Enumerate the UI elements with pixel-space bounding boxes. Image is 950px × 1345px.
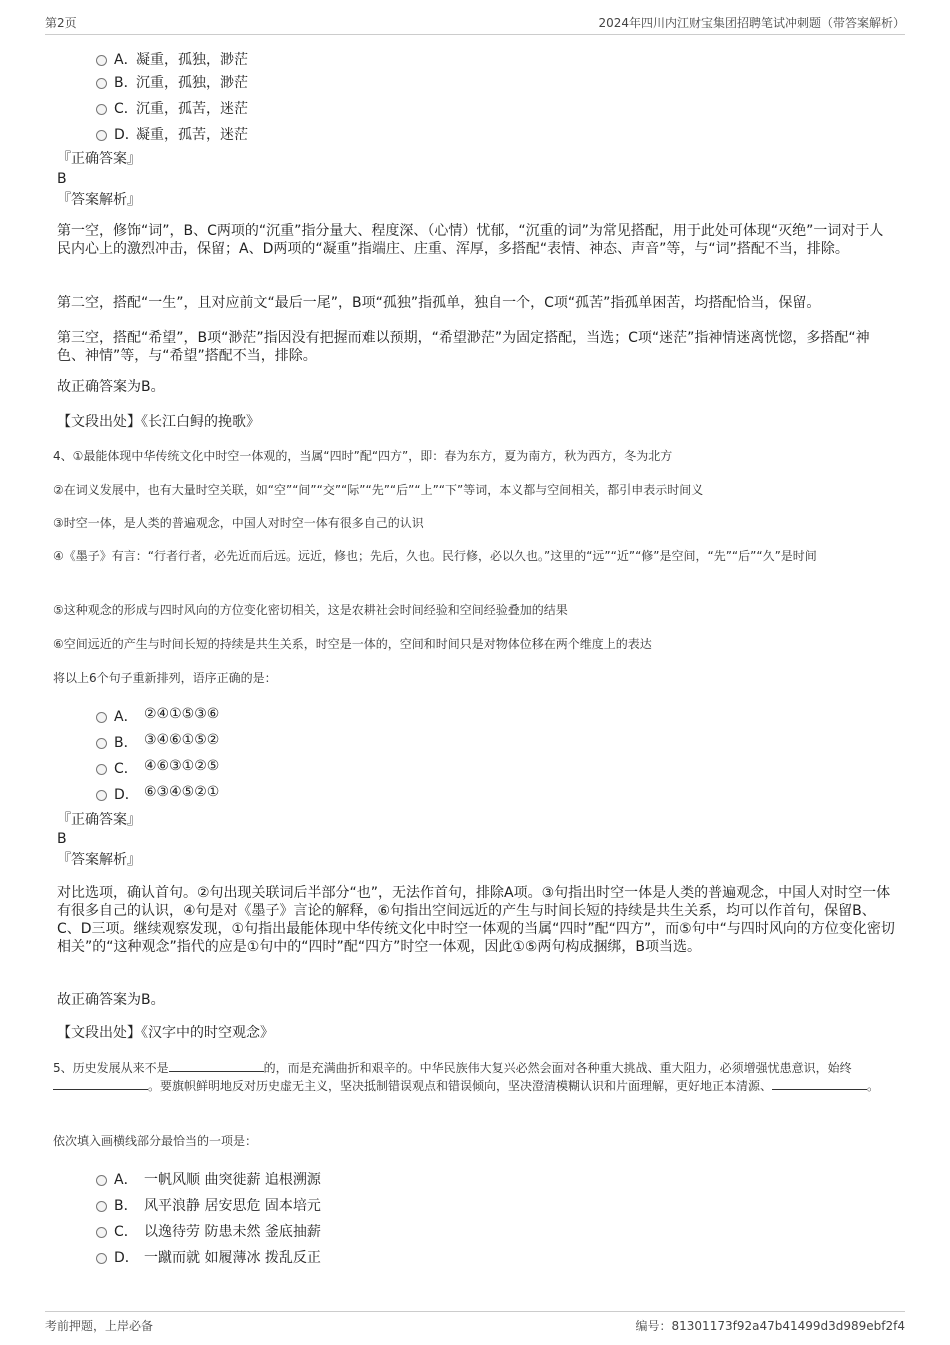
option-d[interactable] xyxy=(96,784,296,804)
analysis-paragraph: 第一空，修饰“词”，B、C两项的“沉重”指分量大、程度深、（心情）忧郁，“沉重的词”为常见搭配，用于此处可体现“灭绝”一词对于人民内心上的激烈冲击，保留；A、D两项的“凝重”指端庄、庄重、浑厚，多搭配“表情、神态、声音”等，与“词”搭配不当，排除。 xyxy=(57,223,884,257)
page-number: 第2页 xyxy=(45,16,77,30)
question-stem: 4、①最能体现中华传统文化中时空一体观的，当属“四时”配“四方”，即：春为东方，夏为南方，秋为西方，冬为北方 xyxy=(53,449,673,463)
fill-blank[interactable] xyxy=(772,1077,867,1090)
radio-button[interactable] xyxy=(96,1227,107,1238)
document-title: 2024年四川内江财宝集团招聘笔试冲刺题（带答案解析） xyxy=(598,16,905,30)
footer-slogan: 考前押题，上岸必备 xyxy=(45,1319,154,1333)
radio-button[interactable] xyxy=(96,130,107,141)
document-id: 编号：81301173f92a47b41499d3d989ebf2f4 xyxy=(635,1319,905,1333)
option-label: B． xyxy=(114,1198,138,1214)
answer-value: B xyxy=(57,171,67,187)
source-citation: 【文段出处】《长江白鲟的挽歌》 xyxy=(57,414,260,430)
option-text: 风平浪静 居安思危 固本培元 xyxy=(144,1198,321,1214)
option-text: ③④⑥①⑤② xyxy=(144,732,220,748)
analysis-paragraph: 第三空，搭配“希望”，B项“渺茫”指因没有把握而难以预期，“希望渺茫”为固定搭配，当选；C项“迷茫”指神情迷离恍惚，多搭配“神色、神情”等，与“希望”搭配不当，排除。 xyxy=(57,330,870,364)
option-text: 凝重，孤独，渺茫 xyxy=(136,52,248,68)
option-label: A． xyxy=(114,1172,138,1188)
option-text: 一蹴而就 如履薄冰 拨乱反正 xyxy=(144,1250,321,1266)
radio-button[interactable] xyxy=(96,1253,107,1264)
option-c[interactable] xyxy=(96,758,296,778)
option-text: ⑥③④⑤②① xyxy=(144,784,220,800)
option-a[interactable] xyxy=(96,706,296,726)
page-header xyxy=(45,12,905,35)
answer-value: B xyxy=(57,831,67,847)
analysis-paragraph: 故正确答案为B。 xyxy=(57,379,165,395)
fill-blank[interactable] xyxy=(53,1077,148,1090)
option-c[interactable] xyxy=(96,98,296,118)
fill-blank[interactable] xyxy=(169,1059,264,1072)
option-text: 沉重，孤独，渺茫 xyxy=(136,75,248,91)
radio-button[interactable] xyxy=(96,764,107,775)
stem-text: 5、历史发展从来不是 xyxy=(53,1061,169,1075)
analysis-paragraph: 第二空，搭配“一生”，且对应前文“最后一尾”，B项“孤独”指孤单，独自一个，C项“孤苦”指孤单困苦，均搭配恰当，保留。 xyxy=(57,295,821,311)
answer-heading: 『正确答案』 xyxy=(57,812,141,828)
radio-button[interactable] xyxy=(96,55,107,66)
analysis-paragraph: 对比选项，确认首句。②句出现关联词后半部分“也”，无法作首句，排除A项。③句指出时空一体是人类的普遍观念，中国人对时空一体有很多自己的认识，④句是对《墨子》言论的解释，⑥句指出空间远近的产生与时间长短的持续是共生关系，均可以作首句，保留B、C、D三项。继续观察发现，①句指出最能体现中华传统文化中时空一体观的当属“四时”配“四方”，而⑤句中“与四时风向的方位变化密切相关”的“这种观念”指代的应是①句中的“四时”配“四方”时空一体观，因此①⑤两句构成捆绑，B项当选。 xyxy=(57,885,895,955)
option-label: B． xyxy=(114,735,138,751)
option-label: A． xyxy=(114,709,138,725)
stem-text: 的，而是充满曲折和艰辛的。中华民族伟大复兴必然会面对各种重大挑战、重大阻力，必须增强忧患意识，始终 xyxy=(263,1061,852,1075)
option-label: D． xyxy=(114,787,139,803)
analysis-heading: 『答案解析』 xyxy=(57,852,141,868)
option-label: B． xyxy=(114,75,138,91)
option-a[interactable] xyxy=(96,1169,396,1189)
analysis-heading: 『答案解析』 xyxy=(57,192,141,208)
option-label: C． xyxy=(114,761,138,777)
radio-button[interactable] xyxy=(96,712,107,723)
radio-button[interactable] xyxy=(96,1175,107,1186)
question-prompt: 依次填入画横线部分最恰当的一项是： xyxy=(53,1134,258,1148)
analysis-paragraph: 故正确答案为B。 xyxy=(57,992,165,1008)
answer-heading: 『正确答案』 xyxy=(57,151,141,167)
question-prompt: 将以上6个句子重新排列，语序正确的是： xyxy=(53,671,277,685)
radio-button[interactable] xyxy=(96,790,107,801)
option-label: C． xyxy=(114,101,138,117)
radio-button[interactable] xyxy=(96,78,107,89)
sentence-item: ③时空一体，是人类的普遍观念，中国人对时空一体有很多自己的认识 xyxy=(53,516,424,530)
option-b[interactable] xyxy=(96,72,296,92)
sentence-item: ④《墨子》有言：“行者行者，必先近而后远。远近，修也；先后，久也。民行修，必以久也。”这里的“远”“近”“修”是空间，“先”“后”“久”是时间 xyxy=(53,549,817,563)
source-citation: 【文段出处】《汉字中的时空观念》 xyxy=(57,1025,274,1041)
option-a[interactable] xyxy=(96,49,296,69)
page-footer xyxy=(45,1311,905,1336)
option-text: 凝重，孤苦，迷茫 xyxy=(136,127,248,143)
radio-button[interactable] xyxy=(96,738,107,749)
option-label: C． xyxy=(114,1224,138,1240)
option-text: ②④①⑤③⑥ xyxy=(144,706,220,722)
option-label: D． xyxy=(114,127,139,143)
option-text: ④⑥③①②⑤ xyxy=(144,758,220,774)
sentence-item: ⑤这种观念的形成与四时风向的方位变化密切相关，这是农耕社会时间经验和空间经验叠加的结果 xyxy=(53,603,568,617)
option-text: 以逸待劳 防患未然 釜底抽薪 xyxy=(144,1224,321,1240)
option-label: D． xyxy=(114,1250,139,1266)
question-stem xyxy=(53,1059,903,1095)
sentence-item: ②在词义发展中，也有大量时空关联，如“空”“间”“交”“际”“先”“后”“上”“下”等词，本义都与空间相关，都引申表示时间义 xyxy=(53,483,704,497)
stem-text: 。要旗帜鲜明地反对历史虚无主义，坚决抵制错误观点和错误倾向，坚决澄清模糊认识和片面理解，更好地正本清源、 xyxy=(148,1079,773,1093)
option-c[interactable] xyxy=(96,1221,396,1241)
option-label: A． xyxy=(114,52,138,68)
option-b[interactable] xyxy=(96,1195,396,1215)
option-text: 沉重，孤苦，迷茫 xyxy=(136,101,248,117)
sentence-item: ⑥空间远近的产生与时间长短的持续是共生关系，时空是一体的，空间和时间只是对物体位移在两个维度上的表达 xyxy=(53,637,652,651)
radio-button[interactable] xyxy=(96,104,107,115)
radio-button[interactable] xyxy=(96,1201,107,1212)
option-text: 一帆风顺 曲突徙薪 追根溯源 xyxy=(144,1172,321,1188)
option-d[interactable] xyxy=(96,124,296,144)
option-b[interactable] xyxy=(96,732,296,752)
stem-text: 。 xyxy=(867,1079,880,1093)
option-d[interactable] xyxy=(96,1247,396,1267)
